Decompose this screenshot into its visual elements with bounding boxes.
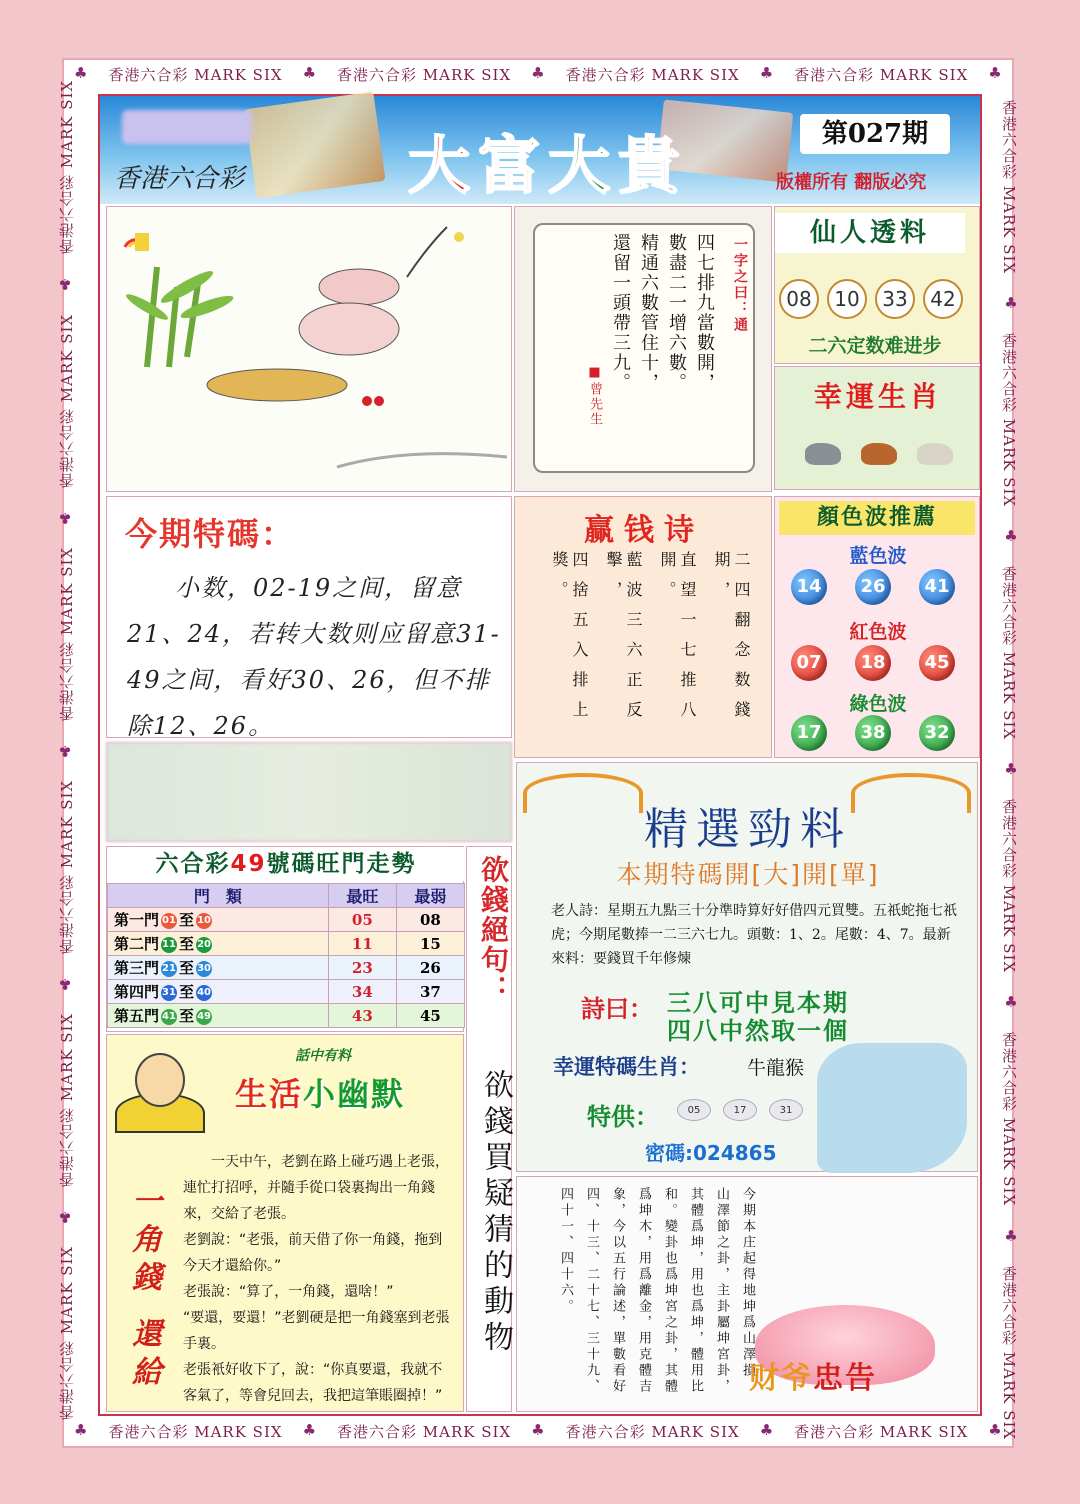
range-start-ball: 11 (161, 937, 177, 953)
red-wave-label: 紅色波 (849, 621, 907, 643)
range-end-ball: 10 (196, 913, 212, 929)
money-verse-title: 欲錢絕句： (477, 855, 510, 1005)
table-row (108, 1004, 465, 1028)
border-right: 香港六合彩 MARK SIX ♣ 香港六合彩 MARK SIX ♣ 香港六合彩 MARK SIX ♣ 香港六合彩 MARK SIX ♣ 香港六合彩 MARK SIX ♣ 香港六合彩 MARK SIX (1000, 100, 1020, 1440)
scroll-signature: ■曾先生 (587, 365, 602, 427)
number-ball: 33 (875, 279, 915, 319)
range-word: 至 (179, 959, 195, 977)
poem-line: 直望一七推八開。 (658, 551, 697, 731)
row-label: 第五門 (114, 1007, 160, 1025)
cold-cell: 45 (396, 1004, 464, 1028)
range-word: 至 (179, 911, 195, 929)
table-row (108, 956, 465, 980)
hot-cell: 05 (328, 908, 396, 932)
title-char: 大 (548, 129, 619, 202)
advice-line: 其體爲坤，用也爲坤，體用比 (688, 1187, 703, 1395)
old-man-cartoon (135, 1053, 185, 1107)
painting-illustration (107, 207, 513, 493)
special-offer-number: 05 (677, 1099, 711, 1121)
green-ball: 32 (919, 715, 955, 751)
advice-line: 四、十三、二十七、三十九、 (584, 1187, 599, 1395)
goat-icon (917, 443, 953, 465)
advice-line: 和。變卦也爲坤宮之卦，其體 (662, 1187, 677, 1395)
row-label-cell (108, 980, 329, 1004)
poem-scroll (514, 206, 772, 492)
poster-page (56, 58, 1020, 1448)
humor-side-title: 一角錢 還給 (126, 1185, 161, 1394)
special-offer-label: 特供： (587, 1103, 659, 1131)
column-header: 門 類 (108, 884, 329, 908)
range-start-ball: 41 (161, 1009, 177, 1025)
row-label-cell (108, 1004, 329, 1028)
title-char: 大 (407, 129, 478, 202)
row-label-cell (108, 932, 329, 956)
poem-label: 詩曰： (581, 995, 653, 1023)
content-frame (98, 94, 982, 1416)
lucky-zodiac-label: 幸運特碼生肖： (553, 1055, 700, 1079)
humor-tag: 話中有料 (295, 1048, 351, 1064)
winning-poem-panel (514, 496, 772, 758)
fortune-advice-title: 财爷忠告 (749, 1361, 877, 1396)
winning-poem-title: 赢钱诗 (584, 513, 704, 548)
story-paragraph: 老張說：“算了，一角錢，還啥！” (183, 1284, 394, 1300)
poem-line: 藍波三六正反擊， (604, 551, 643, 731)
special-number-panel (106, 496, 512, 738)
selected-tips-title: 精選勁料 (644, 804, 852, 855)
poem-lines (667, 989, 849, 1045)
humor-story (183, 1149, 455, 1409)
immortal-tips-panel (774, 206, 980, 364)
hot-cold-table-panel (106, 846, 464, 1032)
poem-line: 四八中然取一個 (667, 1017, 849, 1045)
color-wave-panel (774, 496, 980, 758)
selected-tips-subtitle: 本期特碼開[大]開[單] (616, 860, 880, 889)
hot-cell: 23 (328, 956, 396, 980)
scroll-line: 還留一頭帶三九。 (610, 233, 631, 393)
scroll-tag: 一字之曰：通 (732, 237, 748, 333)
number-ball: 08 (779, 279, 819, 319)
table-row (108, 980, 465, 1004)
red-ball: 45 (919, 645, 955, 681)
poem-line: 三八可中見本期 (667, 989, 849, 1017)
table-row (108, 932, 465, 956)
scroll-paper (533, 223, 755, 473)
border-top: ♣ 香港六合彩 MARK SIX ♣ 香港六合彩 MARK SIX ♣ 香港六合彩 MARK SIX ♣ 香港六合彩 MARK SIX ♣ (74, 64, 1003, 84)
copyright-notice: 版權所有 翻版必究 (776, 172, 927, 193)
advice-line: 象，今以五行論述，單數看好 (610, 1187, 625, 1395)
green-ball: 17 (791, 715, 827, 751)
rainbow-logo-icon (121, 219, 151, 255)
selected-tips-panel (516, 762, 978, 1172)
row-label: 第三門 (114, 959, 160, 977)
row-label: 第一門 (114, 911, 160, 929)
range-end-ball: 20 (196, 937, 212, 953)
money-verse-panel (466, 846, 512, 1412)
advice-line: 山澤節之卦，主卦屬坤宮卦， (714, 1187, 729, 1395)
scroll-line: 精通六數管住十， (638, 233, 659, 393)
blurred-advertisement (106, 742, 512, 842)
number-ball: 42 (923, 279, 963, 319)
immortal-tips-title: 仙人透料 (775, 213, 965, 253)
lucky-zodiac-title: 幸運生肖 (813, 380, 942, 413)
ink-painting (106, 206, 512, 492)
immortal-tips-note: 二六定数难进步 (808, 335, 942, 357)
range-end-ball: 49 (196, 1009, 212, 1025)
range-word: 至 (179, 983, 195, 1001)
hot-cold-table (107, 883, 465, 1028)
row-label: 第二門 (114, 935, 160, 953)
hot-cell: 43 (328, 1004, 396, 1028)
hot-cell: 34 (328, 980, 396, 1004)
range-word: 至 (179, 1007, 195, 1025)
green-wave-label: 綠色波 (849, 693, 907, 715)
ox-icon (805, 443, 841, 465)
number-ball: 10 (827, 279, 867, 319)
tiger-icon (861, 443, 897, 465)
range-start-ball: 31 (161, 985, 177, 1001)
title-char: 富 (477, 129, 548, 202)
story-paragraph: “要還，要還！”老劉硬是把一角錢塞到老張手裏。 (183, 1310, 450, 1352)
blue-ball: 41 (919, 569, 955, 605)
range-end-ball: 40 (196, 985, 212, 1001)
advice-line: 今期本庄起得地坤爲山澤損 (740, 1187, 755, 1379)
header-banner (100, 96, 980, 204)
cold-cell: 26 (396, 956, 464, 980)
selected-tips-body: 老人詩：星期五九點三十分準時算好好借四元買雙。五祇蛇拖七祇虎；今期尾數捧一二三六七九。頭數：1、2。尾數：4、7。最新來料：要錢買千年修煉 (551, 903, 957, 967)
humor-title: 生活小幽默 (235, 1075, 406, 1113)
column-header: 最旺 (328, 884, 396, 908)
column-header: 最弱 (396, 884, 464, 908)
money-verse-text: 欲錢買疑猜的動物 (478, 1069, 513, 1357)
blue-wave-label: 藍色波 (849, 545, 907, 567)
lucky-zodiac-value: 牛龍猴 (747, 1057, 805, 1079)
color-wave-title: 顏色波推薦 (779, 501, 975, 535)
range-word: 至 (179, 935, 195, 953)
row-label-cell (108, 956, 329, 980)
special-number-text: 小数，02-19之间，留意21、24，若转大数则应留意31-49之间，看好30、26，但不排除12、26。 (127, 574, 501, 740)
border-left: 香港六合彩 MARK SIX ♣ 香港六合彩 MARK SIX ♣ 香港六合彩 MARK SIX ♣ 香港六合彩 MARK SIX ♣ 香港六合彩 MARK SIX ♣ 香港六合彩 MARK SIX (56, 80, 76, 1420)
story-paragraph: 老張衹好收下了，說：“你真要還，我就不客氣了，等會兒回去，我把這筆賬圈掉！” (183, 1362, 443, 1404)
row-label: 第四門 (114, 983, 160, 1001)
hot-cell: 11 (328, 932, 396, 956)
blurred-logo (122, 110, 252, 144)
lucky-zodiac-panel (774, 366, 980, 490)
humor-panel (106, 1034, 464, 1412)
cold-cell: 37 (396, 980, 464, 1004)
special-number-title: 今期特碼： (125, 515, 296, 553)
map-shape-image (817, 1043, 967, 1173)
story-paragraph: 老劉說：“老張，前天借了你一角錢，拖到今天才還給你。” (183, 1232, 443, 1274)
range-end-ball: 30 (196, 961, 212, 977)
special-offer-number: 31 (769, 1099, 803, 1121)
red-ball: 07 (791, 645, 827, 681)
cold-cell: 08 (396, 908, 464, 932)
password-code: 密碼:024865 (645, 1141, 777, 1165)
red-ball: 18 (855, 645, 891, 681)
header-subtitle: 香港六合彩 (114, 164, 245, 194)
poem-line: 四捨五入排上獎。 (550, 551, 589, 731)
poem-line: 二四翻念数錢期， (712, 551, 751, 731)
range-start-ball: 01 (161, 913, 177, 929)
scroll-line: 數盡二一增六數。 (666, 233, 687, 393)
issue-number: 第027期 (800, 114, 950, 154)
table-row (108, 908, 465, 932)
border-bottom: ♣ 香港六合彩 MARK SIX ♣ 香港六合彩 MARK SIX ♣ 香港六合彩 MARK SIX ♣ 香港六合彩 MARK SIX ♣ (74, 1421, 1003, 1441)
cold-cell: 15 (396, 932, 464, 956)
title-char: 貴 (618, 129, 689, 202)
hot-cold-table-title: 六合彩49號碼旺門走勢 (107, 847, 465, 881)
story-paragraph: 一天中午，老劉在路上碰巧遇上老張，連忙打招呼，并隨手從口袋裏掏出一角錢來，交給了老張。 (183, 1154, 449, 1222)
blue-ball: 14 (791, 569, 827, 605)
advice-line: 爲坤木，用爲離金，用克體吉 (636, 1187, 651, 1395)
special-offer-number: 17 (723, 1099, 757, 1121)
blue-ball: 26 (855, 569, 891, 605)
scroll-line: 四七排九當數開， (694, 233, 715, 393)
header-title (358, 116, 738, 205)
advice-line: 四十一、四十六。 (558, 1187, 573, 1315)
fortune-advice-panel (516, 1176, 978, 1412)
row-label-cell (108, 908, 329, 932)
green-ball: 38 (855, 715, 891, 751)
range-start-ball: 21 (161, 961, 177, 977)
